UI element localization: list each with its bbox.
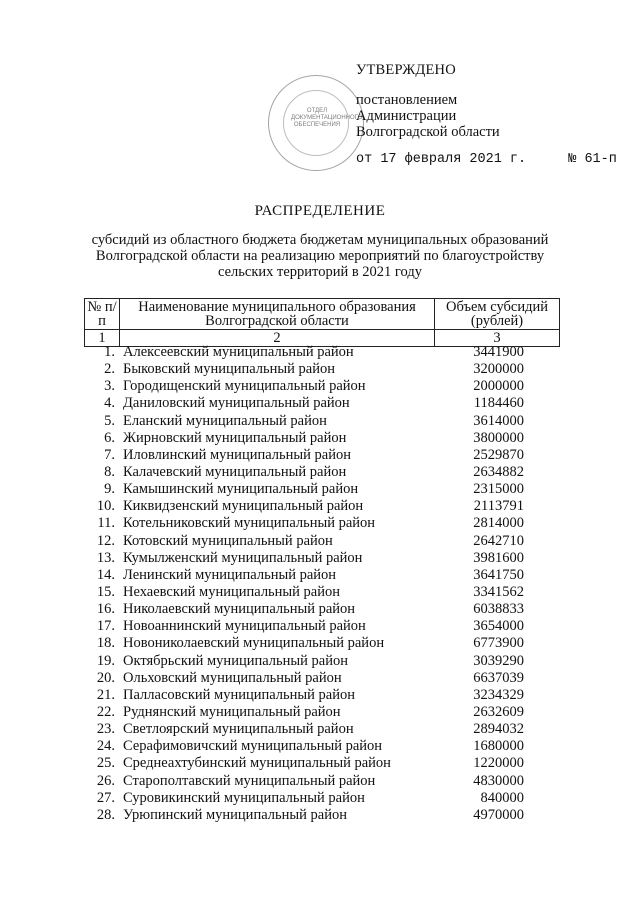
row-name: Ольховский муниципальный район [123, 669, 342, 686]
row-name: Жирновский муниципальный район [123, 429, 347, 446]
row-number: 23. [96, 721, 115, 738]
document-subtitle: субсидий из областного бюджета бюджетам муниципальных образований Волгоградской области на реализацию мероприятий по благоустройству сельских территорий в 2021 году [91, 232, 549, 280]
row-name: Котовский муниципальный район [123, 532, 333, 549]
row-name: Еланский муниципальный район [123, 412, 327, 429]
table-row [84, 567, 560, 584]
official-stamp [268, 75, 364, 171]
table-row [84, 738, 560, 755]
row-number: 10. [96, 498, 115, 515]
row-amount: 3800000 [473, 429, 524, 446]
row-amount: 3039290 [473, 652, 524, 669]
row-number: 5. [104, 412, 115, 429]
row-amount: 2529870 [473, 446, 524, 463]
row-amount: 3641750 [473, 566, 524, 583]
row-name: Котельниковский муниципальный район [123, 515, 376, 532]
header-amount: Объем субсидий (рублей) [435, 299, 560, 330]
row-name: Урюпинский муниципальный район [123, 806, 347, 823]
row-name: Иловлинский муниципальный район [123, 446, 351, 463]
table-row [84, 413, 560, 430]
table-row [84, 498, 560, 515]
table-row [84, 361, 560, 378]
row-name: Ленинский муниципальный район [123, 566, 337, 583]
row-name: Новониколаевский муниципальный район [123, 635, 385, 652]
approval-line: постановлением [356, 92, 458, 108]
row-number: 26. [96, 772, 115, 789]
row-amount: 2642710 [473, 532, 524, 549]
row-number: 24. [96, 738, 115, 755]
row-name: Алексеевский муниципальный район [123, 344, 354, 360]
table-row [84, 464, 560, 481]
row-number: 27. [96, 789, 115, 806]
approval-date: 17 февраля 2021 г. [380, 152, 527, 167]
row-amount: 2000000 [473, 378, 524, 395]
row-amount: 6773900 [473, 635, 524, 652]
row-name: Новоаннинский муниципальный район [123, 618, 366, 635]
date-prefix: от [356, 152, 373, 167]
approval-heading: УТВЕРЖДЕНО [356, 62, 456, 78]
subsidy-list [84, 344, 560, 824]
row-amount: 3654000 [473, 618, 524, 635]
row-number: 15. [96, 583, 115, 600]
row-name: Палласовский муниципальный район [123, 686, 355, 703]
row-amount: 3614000 [473, 412, 524, 429]
row-name: Калачевский муниципальный район [123, 463, 347, 480]
table-row [84, 430, 560, 447]
table-row [84, 378, 560, 395]
row-number: 16. [96, 601, 115, 618]
header-number: № п/п [85, 299, 120, 330]
row-number: 19. [96, 652, 115, 669]
row-name: Суровикинский муниципальный район [123, 789, 365, 806]
row-amount: 1184460 [473, 395, 524, 412]
table-row [84, 687, 560, 704]
row-amount: 1680000 [473, 738, 524, 755]
column-number-2: 2 [120, 330, 435, 347]
row-number: 6. [104, 429, 115, 446]
row-amount: 6637039 [473, 669, 524, 686]
table-row [84, 515, 560, 532]
header-name: Наименование муниципального образования Волгоградской области [120, 299, 435, 330]
row-number: 22. [96, 703, 115, 720]
approval-line: Волгоградской области [356, 124, 500, 140]
approval-date-line [356, 152, 617, 168]
row-name: Камышинский муниципальный район [123, 481, 359, 498]
table-header [84, 298, 560, 347]
row-number: 7. [104, 446, 115, 463]
row-number: 21. [96, 686, 115, 703]
row-amount: 3234329 [473, 686, 524, 703]
row-number: 12. [96, 532, 115, 549]
row-name: Быковский муниципальный район [123, 361, 335, 378]
row-name: Старополтавский муниципальный район [123, 772, 376, 789]
row-name: Руднянский муниципальный район [123, 703, 341, 720]
row-number: 18. [96, 635, 115, 652]
row-number: 8. [104, 463, 115, 480]
row-name: Николаевский муниципальный район [123, 601, 356, 618]
row-amount: 2315000 [473, 481, 524, 498]
row-name: Кумылженский муниципальный район [123, 549, 363, 566]
row-name: Серафимовичский муниципальный район [123, 738, 383, 755]
table-row [84, 704, 560, 721]
row-amount: 2113791 [473, 498, 524, 515]
row-number: 25. [96, 755, 115, 772]
row-amount: 2632609 [473, 703, 524, 720]
table-row [84, 550, 560, 567]
table-row [84, 533, 560, 550]
table-row [84, 447, 560, 464]
row-amount: 2814000 [473, 515, 524, 532]
row-amount: 4830000 [473, 772, 524, 789]
row-amount: 2894032 [473, 721, 524, 738]
row-amount: 4970000 [473, 806, 524, 823]
column-number-1: 1 [85, 330, 120, 347]
approval-line: Администрации [356, 108, 457, 124]
row-number: 4. [104, 395, 115, 412]
table-row [84, 755, 560, 772]
row-number: 20. [96, 669, 115, 686]
row-number: 2. [104, 361, 115, 378]
table-row [84, 481, 560, 498]
table-row [84, 790, 560, 807]
row-number: 13. [96, 549, 115, 566]
row-amount: 6038833 [473, 601, 524, 618]
row-amount: 3981600 [473, 549, 524, 566]
row-name: Октябрьский муниципальный район [123, 652, 348, 669]
table-row [84, 773, 560, 790]
table-row [84, 653, 560, 670]
stamp-text: ОТДЕЛ ДОКУМЕНТАЦИОННОГО ОБЕСПЕЧЕНИЯ [291, 108, 363, 128]
table-row [84, 670, 560, 687]
row-amount: 2634882 [473, 463, 524, 480]
table-row [84, 807, 560, 824]
row-name: Среднеахтубинский муниципальный район [123, 755, 391, 772]
row-number: 28. [96, 806, 115, 823]
approval-block [356, 62, 617, 168]
table-row [84, 584, 560, 601]
row-amount: 3341562 [473, 583, 524, 600]
row-amount: 840000 [480, 789, 524, 806]
row-name: Нехаевский муниципальный район [123, 583, 341, 600]
approval-number: № 61-п [568, 152, 617, 167]
row-name: Светлоярский муниципальный район [123, 721, 354, 738]
row-amount: 3200000 [473, 361, 524, 378]
row-number: 9. [104, 481, 115, 498]
row-number: 14. [96, 566, 115, 583]
row-number: 17. [96, 618, 115, 635]
row-amount: 3441900 [473, 344, 524, 360]
row-name: Киквидзенский муниципальный район [123, 498, 364, 515]
table-row [84, 601, 560, 618]
column-number-3: 3 [435, 330, 560, 347]
document-title: РАСПРЕДЕЛЕНИЕ [254, 203, 386, 219]
table-row [84, 395, 560, 412]
row-number: 1. [104, 344, 115, 360]
row-number: 11. [97, 515, 115, 532]
table-row [84, 635, 560, 652]
row-name: Городищенский муниципальный район [123, 378, 366, 395]
table-row [84, 344, 560, 361]
table-row [84, 721, 560, 738]
row-name: Даниловский муниципальный район [123, 395, 350, 412]
row-number: 3. [104, 378, 115, 395]
row-amount: 1220000 [473, 755, 524, 772]
table-row [84, 618, 560, 635]
